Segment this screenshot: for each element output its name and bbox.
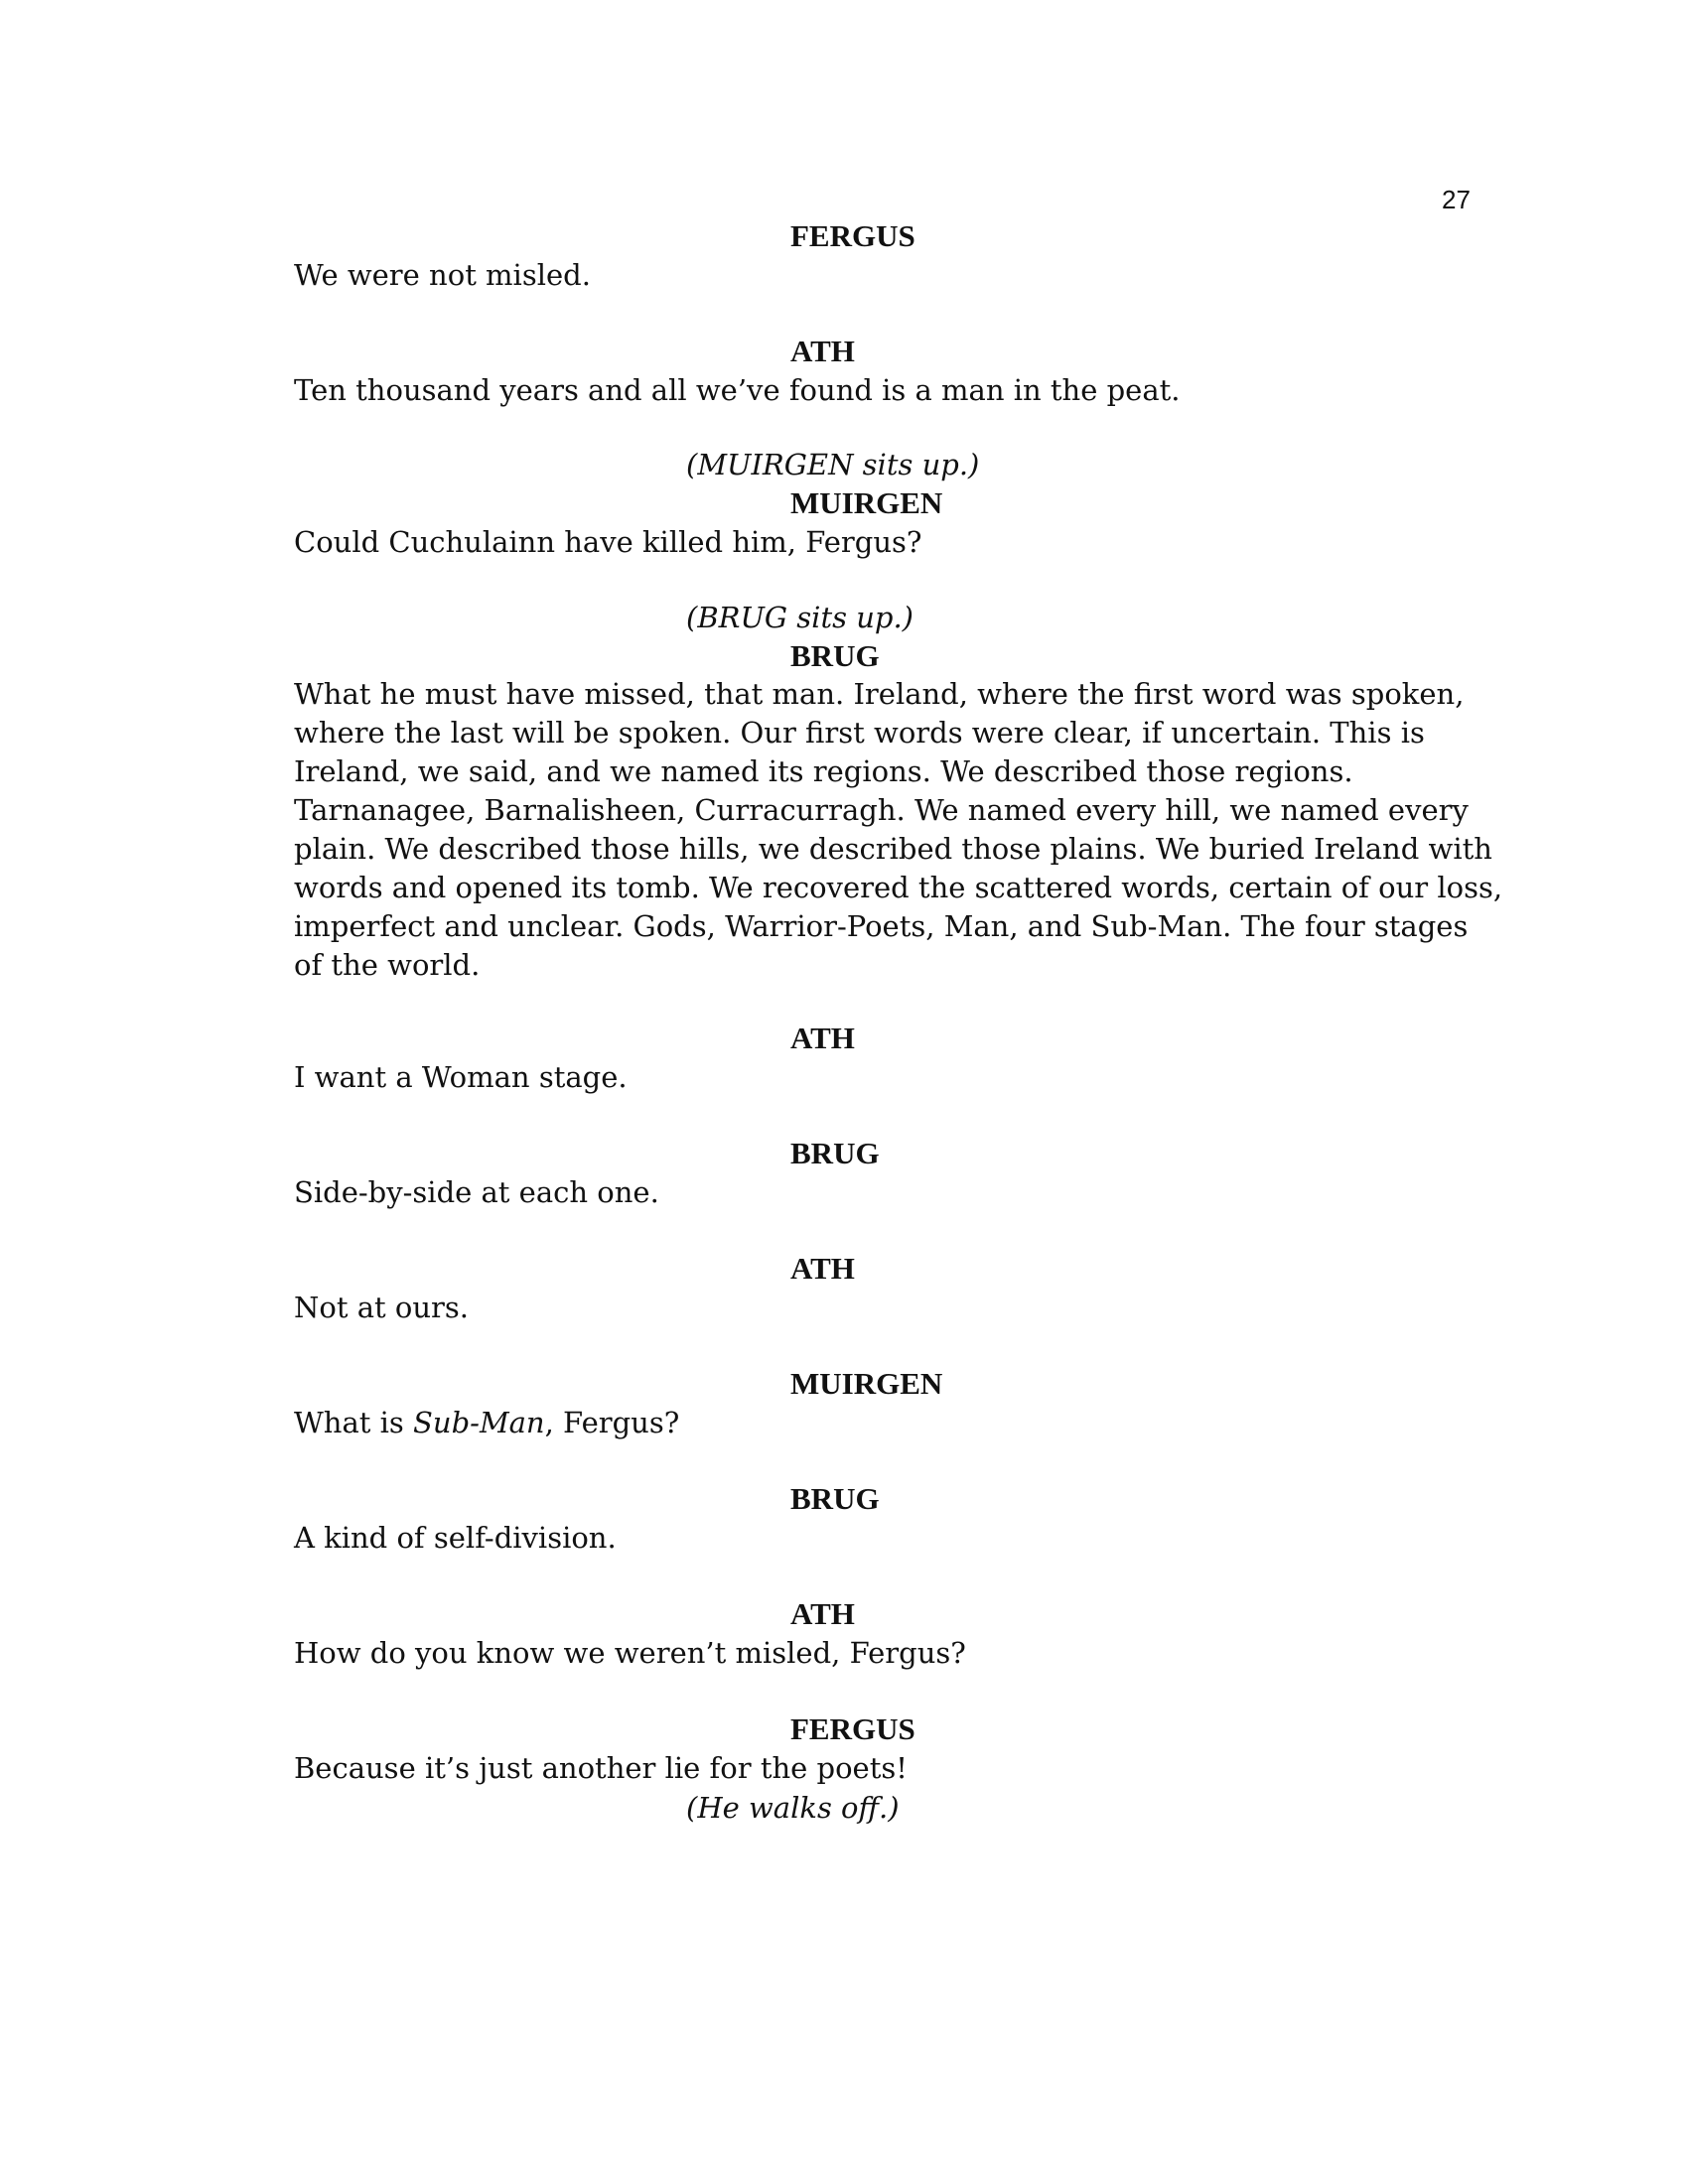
speaker-name: BRUG: [790, 1136, 880, 1170]
dialogue-text: , Fergus?: [544, 1406, 680, 1439]
dialogue-line: Ten thousand years and all we’ve found is a man in the peat.: [294, 373, 1181, 407]
stage-direction: (BRUG sits up.): [686, 601, 914, 634]
speaker-name: ATH: [790, 1251, 855, 1286]
dialogue-line: Tarnanagee, Barnalisheen, Curracurragh. We named every hill, we named every: [294, 793, 1469, 827]
speaker-name: ATH: [790, 1021, 855, 1055]
speaker-name: BRUG: [790, 1481, 880, 1516]
dialogue-line: A kind of self-division.: [294, 1521, 617, 1555]
dialogue-paragraph: [294, 675, 1503, 985]
speaker-name: MUIRGEN: [790, 485, 943, 520]
dialogue-text: What is: [294, 1406, 414, 1439]
speaker-name: FERGUS: [790, 1711, 915, 1746]
dialogue-line: Not at ours.: [294, 1291, 469, 1324]
speaker-name: MUIRGEN: [790, 1366, 943, 1401]
dialogue-line: Side-by-side at each one.: [294, 1175, 659, 1209]
dialogue-line: Could Cuchulainn have killed him, Fergus?: [294, 525, 922, 559]
dialogue-line: Ireland, we said, and we named its regions. We described those regions.: [294, 754, 1353, 788]
dialogue-line: What he must have missed, that man. Ireland, where the first word was spoken,: [294, 677, 1465, 711]
emphasized-term: Sub-Man: [413, 1406, 545, 1439]
stage-direction: (He walks off.): [686, 1791, 900, 1825]
speaker-name: BRUG: [790, 638, 880, 673]
dialogue-line: How do you know we weren’t misled, Fergus?: [294, 1636, 966, 1670]
dialogue-line: imperfect and unclear. Gods, Warrior-Poets, Man, and Sub-Man. The four stages: [294, 909, 1469, 943]
dialogue-line: Because it’s just another lie for the poets!: [294, 1751, 908, 1785]
dialogue-line: where the last will be spoken. Our first words were clear, if uncertain. This is: [294, 716, 1425, 750]
dialogue-line: plain. We described those hills, we described those plains. We buried Ireland with: [294, 832, 1492, 866]
dialogue-line: I want a Woman stage.: [294, 1060, 628, 1094]
speaker-name: ATH: [790, 334, 855, 368]
dialogue-line: [294, 1404, 679, 1442]
page-number: 27: [1442, 185, 1471, 214]
speaker-name: FERGUS: [790, 218, 915, 253]
dialogue-line: of the world.: [294, 948, 481, 982]
dialogue-line: words and opened its tomb. We recovered the scattered words, certain of our loss,: [294, 871, 1503, 904]
stage-direction: (MUIRGEN sits up.): [686, 448, 980, 481]
dialogue-line: We were not misled.: [294, 258, 591, 292]
speaker-name: ATH: [790, 1596, 855, 1631]
